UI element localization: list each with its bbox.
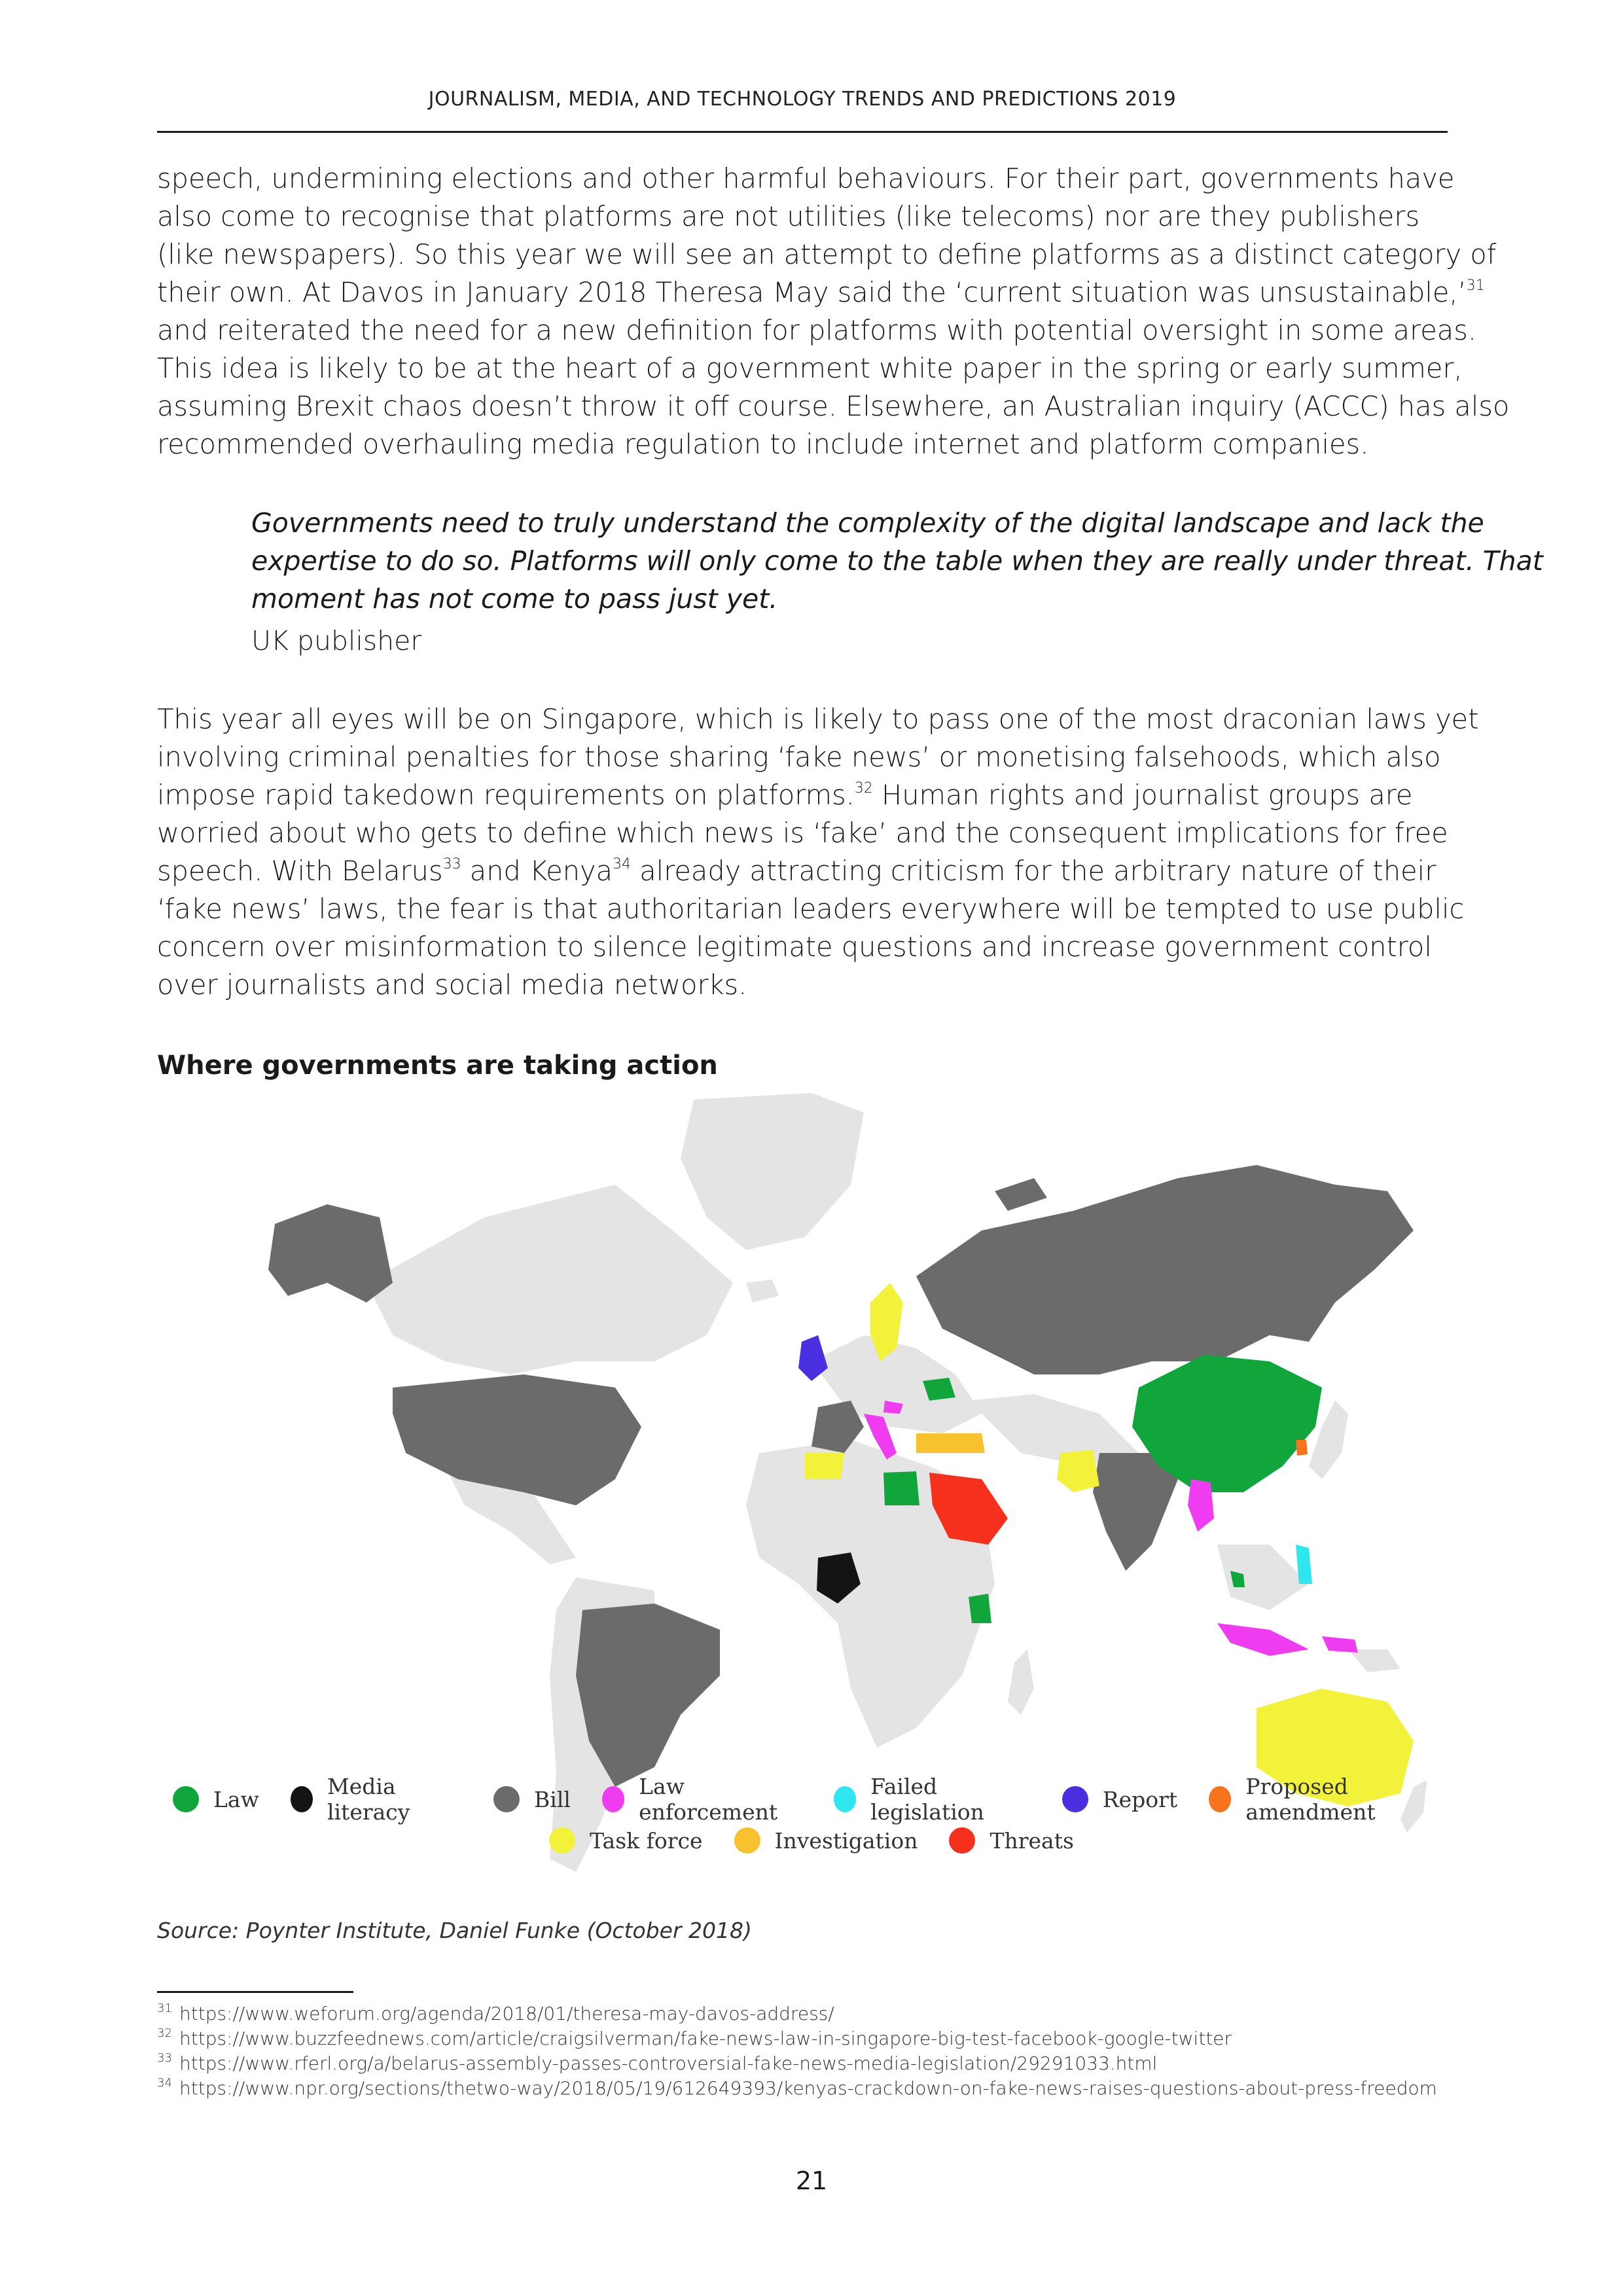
paragraph-2 [157, 700, 1479, 1004]
pull-quote [251, 504, 1543, 618]
text-line: (like newspapers). So this year we will see an attempt to define platforms as a distinct category of [157, 238, 1497, 270]
text-line [157, 274, 1485, 312]
legend-label: Threats [990, 1827, 1074, 1854]
legend-label: Failed legislation [870, 1774, 984, 1825]
legend-item-failed-legislation [834, 1774, 1031, 1825]
region-png [1348, 1649, 1400, 1672]
legend-dot [493, 1786, 520, 1812]
text-line [157, 852, 1453, 890]
legend-label: Bill [534, 1786, 571, 1812]
region-iceland [746, 1280, 779, 1302]
footnote-ref-32[interactable]: 32 [854, 780, 873, 797]
text-line: concern over misinformation to silence legitimate questions and increase government control [157, 931, 1432, 963]
legend-item-investigation [734, 1827, 918, 1854]
quote-line: moment has not come to pass just yet. [251, 583, 778, 615]
legend-label: Law enforcement [639, 1774, 778, 1825]
map-title: Where governments are taking action [157, 1050, 718, 1081]
region-indonesia [1217, 1623, 1309, 1656]
footnote-33 [157, 2051, 1459, 2076]
legend-dot [602, 1786, 624, 1812]
legend-item-law-enforcement [602, 1774, 802, 1825]
legend-dot [549, 1827, 575, 1854]
text-run: impose rapid takedown requirements on platforms. [157, 779, 855, 811]
footnote-number: 31 [157, 2001, 172, 2015]
footnote-rule [157, 1991, 353, 1993]
region-myanmar [1188, 1479, 1214, 1532]
legend-item-law [173, 1786, 259, 1812]
text-run: already attracting criticism for the arbitrary nature of their [631, 855, 1436, 887]
legend-label: Report [1102, 1786, 1178, 1812]
region-alaska [268, 1204, 393, 1302]
paragraph-1 [157, 160, 1510, 463]
region-spain [805, 1453, 844, 1479]
region-kenya [969, 1594, 991, 1623]
region-turkey [916, 1433, 985, 1453]
legend-dot [949, 1827, 975, 1854]
footnote-number: 34 [157, 2076, 172, 2090]
text-line: also come to recognise that platforms are not utilities (like telecoms) nor are they publishers [157, 200, 1420, 232]
legend-label: Investigation [774, 1827, 918, 1854]
legend-item-report [1062, 1786, 1177, 1812]
legend-item-threats [949, 1827, 1073, 1854]
region-madagascar [1008, 1649, 1034, 1715]
quote-attribution: UK publisher [251, 625, 422, 656]
text-line: recommended overhauling media regulation to include internet and platform companies. [157, 428, 1369, 460]
footnote-link[interactable]: https://www.buzzfeednews.com/article/craigsilverman/fake-news-law-in-singapore-big-test-facebook-google-twitter [179, 2028, 1232, 2049]
footnote-number: 32 [157, 2026, 172, 2040]
footnote-31 [157, 2001, 1459, 2026]
legend-dot [834, 1786, 856, 1812]
text-line [157, 776, 1453, 814]
header-rule [157, 131, 1448, 133]
footnote-ref-34[interactable]: 34 [613, 856, 632, 872]
page-number: 21 [795, 2166, 828, 2195]
map-source: Source: Poynter Institute, Daniel Funke (October 2018) [157, 1918, 752, 1943]
quote-line: Governments need to truly understand the complexity of the digital landscape and lack the [251, 507, 1484, 539]
text-line: assuming Brexit chaos doesn’t throw it off course. Elsewhere, an Australian inquiry (ACCC) has also [157, 390, 1510, 422]
legend-item-media-literacy [291, 1774, 462, 1825]
legend-dot [1062, 1786, 1088, 1812]
text-line: This year all eyes will be on Singapore, which is likely to pass one of the most draconian laws yet [157, 703, 1479, 735]
footnotes [157, 2001, 1459, 2101]
legend-item-proposed-amendment [1209, 1774, 1450, 1825]
region-egypt [883, 1471, 919, 1505]
legend-item-task-force [549, 1827, 702, 1854]
quote-line: expertise to do so. Platforms will only come to the table when they are really under threat. That [251, 545, 1543, 577]
legend-dot [1209, 1786, 1231, 1812]
footnote-ref-33[interactable]: 33 [442, 856, 461, 872]
text-line: This idea is likely to be at the heart of a government white paper in the spring or early summer, [157, 352, 1463, 384]
text-line: speech, undermining elections and other harmful behaviours. For their part, governments have [157, 162, 1455, 194]
text-run: their own. At Davos in January 2018 Theresa May said the ‘current situation was unsustainable,’ [157, 276, 1467, 308]
region-south-korea [1296, 1440, 1308, 1456]
legend-row-2 [157, 1827, 1466, 1854]
legend-label: Proposed amendment [1245, 1774, 1376, 1825]
text-line: over journalists and social media networks. [157, 969, 747, 1001]
region-russia [916, 1165, 1414, 1374]
footnote-link[interactable]: https://www.weforum.org/agenda/2018/01/theresa-may-davos-address/ [179, 2003, 834, 2024]
legend-row-1 [157, 1774, 1466, 1825]
legend-label: Task force [590, 1827, 703, 1854]
legend-dot [734, 1827, 760, 1854]
region-russia-north [995, 1178, 1047, 1211]
region-indonesia-east [1322, 1636, 1358, 1653]
footnote-34 [157, 2076, 1459, 2101]
text-line: worried about who gets to define which news is ‘fake’ and the consequent implications for free [157, 817, 1448, 849]
legend-item-bill [493, 1786, 571, 1812]
text-run: and Kenya [461, 855, 613, 887]
text-run: speech. With Belarus [157, 855, 443, 887]
footnote-32 [157, 2026, 1459, 2051]
text-line: involving criminal penalties for those sharing ‘fake news’ or monetising falsehoods, which also [157, 741, 1441, 773]
text-line: ‘fake news’ laws, the fear is that authoritarian leaders everywhere will be tempted to use public [157, 893, 1465, 925]
region-greenland [681, 1093, 864, 1250]
footnote-link[interactable]: https://www.rferl.org/a/belarus-assembly-passes-controversial-fake-news-media-legislation/29291033.html [179, 2053, 1158, 2074]
text-run: Human rights and journalist groups are [872, 779, 1413, 811]
legend-label: Law [213, 1786, 259, 1812]
region-usa [393, 1374, 641, 1505]
footnote-ref-31[interactable]: 31 [1466, 278, 1485, 294]
footnote-link[interactable]: https://www.npr.org/sections/thetwo-way/2018/05/19/612649393/kenyas-crackdown-on-fake-news-raises-questions-about-press-freedom [179, 2077, 1437, 2099]
region-pakistan [1057, 1450, 1099, 1492]
legend-dot [173, 1786, 199, 1812]
legend-label: Media literacy [327, 1774, 410, 1825]
footnote-number: 33 [157, 2051, 172, 2065]
running-head: JOURNALISM, MEDIA, AND TECHNOLOGY TRENDS AND PREDICTIONS 2019 [428, 88, 1177, 111]
region-canada [366, 1185, 733, 1374]
text-line: and reiterated the need for a new definition for platforms with potential oversight in some areas. [157, 314, 1477, 346]
region-se-asia [1217, 1545, 1309, 1610]
legend-dot [291, 1786, 313, 1812]
